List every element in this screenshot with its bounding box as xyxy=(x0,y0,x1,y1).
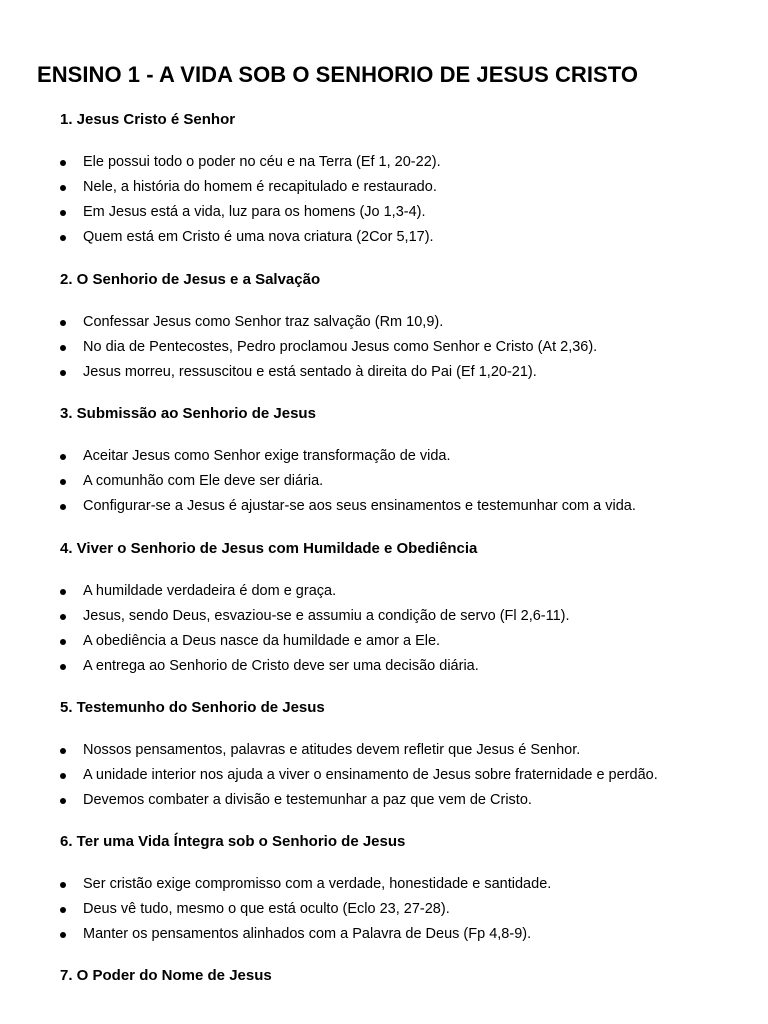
bullet-dot-icon xyxy=(60,798,66,804)
list-item xyxy=(60,763,750,788)
list-item-text: No dia de Pentecostes, Pedro proclamou Jesus como Senhor e Cristo (At 2,36). xyxy=(83,339,598,355)
section-6 xyxy=(60,832,750,947)
section-heading: 7. O Poder do Nome de Jesus xyxy=(60,967,272,984)
bullet-dot-icon xyxy=(60,160,66,166)
bullet-dot-icon xyxy=(60,235,66,241)
section-2 xyxy=(60,270,750,385)
bullet-dot-icon xyxy=(60,932,66,938)
bullet-dot-icon xyxy=(60,614,66,620)
section-3 xyxy=(60,404,750,519)
list-item xyxy=(60,225,750,250)
list-item-text: Configurar-se a Jesus é ajustar-se aos seus ensinamentos e testemunhar com a vida. xyxy=(83,498,636,514)
bullet-dot-icon xyxy=(60,907,66,913)
list-item-text: Aceitar Jesus como Senhor exige transformação de vida. xyxy=(83,448,451,464)
list-item-text: A entrega ao Senhorio de Cristo deve ser uma decisão diária. xyxy=(83,658,479,674)
section-heading: 1. Jesus Cristo é Senhor xyxy=(60,111,236,128)
section-1 xyxy=(60,110,750,250)
list-item xyxy=(60,469,750,494)
bullet-list xyxy=(60,579,750,679)
list-item-text: Quem está em Cristo é uma nova criatura (2Cor 5,17). xyxy=(83,229,434,245)
section-7 xyxy=(60,966,750,986)
list-item xyxy=(60,494,750,519)
list-item xyxy=(60,738,750,763)
bullet-dot-icon xyxy=(60,345,66,351)
list-item xyxy=(60,150,750,175)
bullet-dot-icon xyxy=(60,639,66,645)
list-item xyxy=(60,335,750,360)
list-item-text: Jesus, sendo Deus, esvaziou-se e assumiu a condição de servo (Fl 2,6-11). xyxy=(83,608,570,624)
section-heading: 5. Testemunho do Senhorio de Jesus xyxy=(60,699,325,716)
bullet-dot-icon xyxy=(60,589,66,595)
list-item-text: Confessar Jesus como Senhor traz salvação (Rm 10,9). xyxy=(83,314,444,330)
list-item-text: A comunhão com Ele deve ser diária. xyxy=(83,473,324,489)
bullet-dot-icon xyxy=(60,370,66,376)
bullet-dot-icon xyxy=(60,748,66,754)
list-item-text: A unidade interior nos ajuda a viver o ensinamento de Jesus sobre fraternidade e perdão. xyxy=(83,767,658,783)
list-item xyxy=(60,579,750,604)
bullet-dot-icon xyxy=(60,664,66,670)
bullet-dot-icon xyxy=(60,479,66,485)
list-item xyxy=(60,175,750,200)
list-item xyxy=(60,872,750,897)
list-item-text: Manter os pensamentos alinhados com a Palavra de Deus (Fp 4,8-9). xyxy=(83,926,532,942)
document-title: ENSINO 1 - A VIDA SOB O SENHORIO DE JESUS CRISTO xyxy=(37,62,638,87)
list-item-text: Ser cristão exige compromisso com a verdade, honestidade e santidade. xyxy=(83,876,552,892)
list-item-text: Nossos pensamentos, palavras e atitudes devem refletir que Jesus é Senhor. xyxy=(83,742,581,758)
bullet-dot-icon xyxy=(60,454,66,460)
list-item xyxy=(60,897,750,922)
bullet-dot-icon xyxy=(60,773,66,779)
list-item-text: Jesus morreu, ressuscitou e está sentado à direita do Pai (Ef 1,20-21). xyxy=(83,364,537,380)
list-item-text: A humildade verdadeira é dom e graça. xyxy=(83,583,337,599)
bullet-list xyxy=(60,738,750,813)
list-item xyxy=(60,200,750,225)
list-item-text: Devemos combater a divisão e testemunhar a paz que vem de Cristo. xyxy=(83,792,532,808)
list-item xyxy=(60,604,750,629)
section-heading: 6. Ter uma Vida Íntegra sob o Senhorio de Jesus xyxy=(60,833,406,850)
bullet-list xyxy=(60,150,750,250)
bullet-dot-icon xyxy=(60,320,66,326)
list-item xyxy=(60,444,750,469)
list-item xyxy=(60,360,750,385)
list-item xyxy=(60,922,750,947)
section-heading: 4. Viver o Senhorio de Jesus com Humildade e Obediência xyxy=(60,540,478,557)
bullet-dot-icon xyxy=(60,882,66,888)
list-item-text: Nele, a história do homem é recapitulado e restaurado. xyxy=(83,179,437,195)
bullet-dot-icon xyxy=(60,185,66,191)
section-4 xyxy=(60,539,750,679)
bullet-dot-icon xyxy=(60,210,66,216)
section-5 xyxy=(60,698,750,813)
bullet-list xyxy=(60,872,750,947)
list-item-text: Em Jesus está a vida, luz para os homens (Jo 1,3-4). xyxy=(83,204,426,220)
list-item xyxy=(60,310,750,335)
section-heading: 2. O Senhorio de Jesus e a Salvação xyxy=(60,271,321,288)
list-item xyxy=(60,654,750,679)
bullet-dot-icon xyxy=(60,504,66,510)
list-item xyxy=(60,788,750,813)
list-item-text: Deus vê tudo, mesmo o que está oculto (Eclo 23, 27-28). xyxy=(83,901,450,917)
list-item xyxy=(60,629,750,654)
bullet-list xyxy=(60,444,750,519)
section-heading: 3. Submissão ao Senhorio de Jesus xyxy=(60,405,316,422)
list-item-text: A obediência a Deus nasce da humildade e amor a Ele. xyxy=(83,633,441,649)
bullet-list xyxy=(60,310,750,385)
list-item-text: Ele possui todo o poder no céu e na Terra (Ef 1, 20-22). xyxy=(83,154,441,170)
